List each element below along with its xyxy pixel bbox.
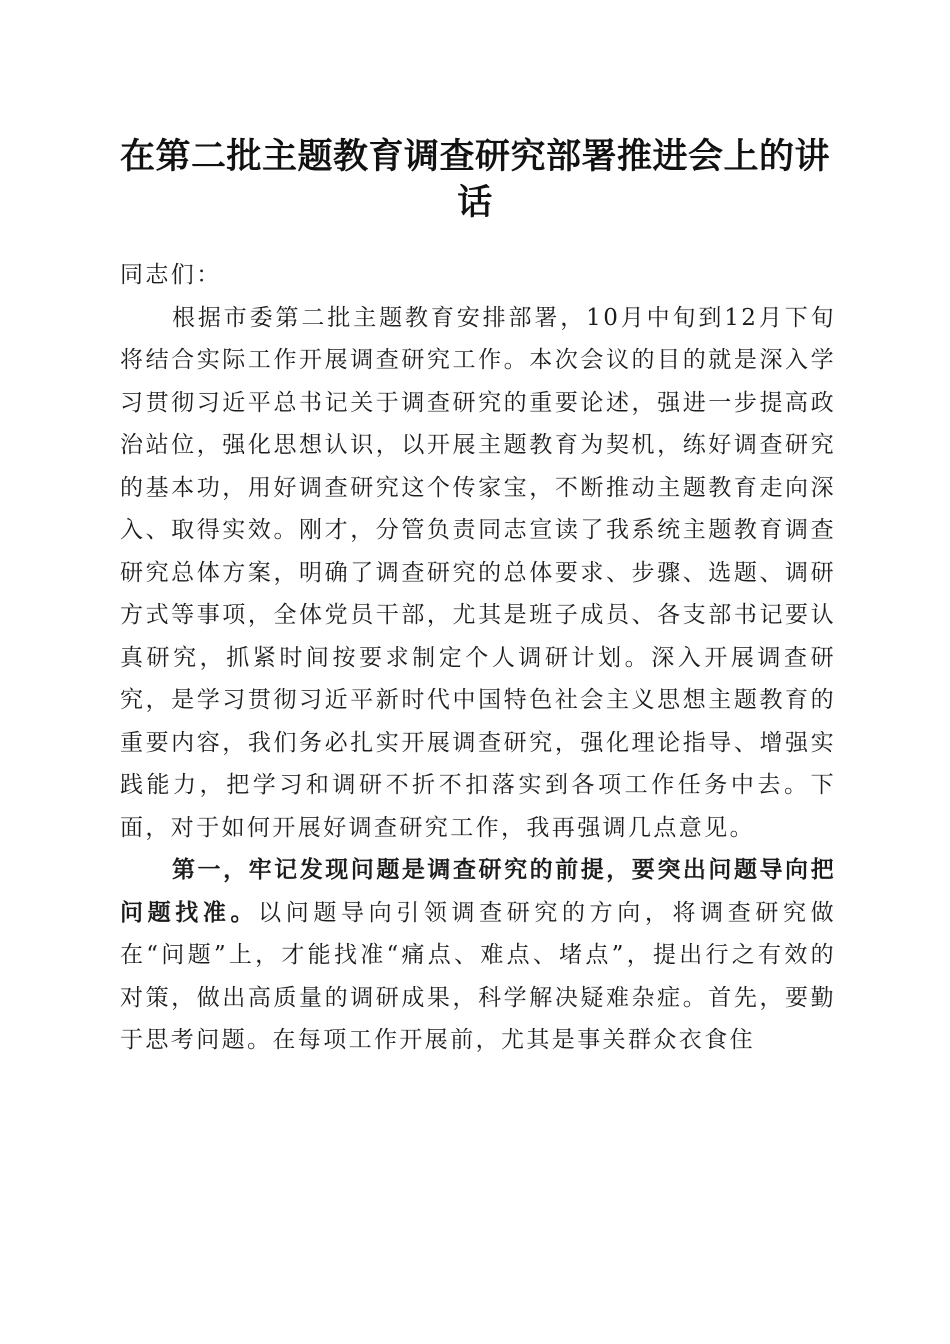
- paragraph-point-one-lead: 第一，牢记发现问题是调查研究的前提，要突出问题导向把问题找准。: [120, 856, 836, 926]
- paragraph-intro: 根据市委第二批主题教育安排部署，10月中旬到12月下旬将结合实际工作开展调查研究工作。本次会议的目的就是深入学习贯彻习近平总书记关于调查研究的重要论述，强进一步提高政治站位，强化思想认识，以开展主题教育为契机，练好调查研究的基本功，用好调查研究这个传家宝，不断推动主题教育走向深入、取得实效。刚才，分管负责同志宣读了我系统主题教育调查研究总体方案，明确了调查研究的总体要求、步骤、选题、调研方式等事项，全体党员干部，尤其是班子成员、各支部书记要认真研究，抓紧时间按要求制定个人调研计划。深入开展调查研究，是学习贯彻习近平新时代中国特色社会主义思想主题教育的重要内容，我们务必扎实开展调查研究，强化理论指导、增强实践能力，把学习和调研不折不扣落实到各项工作任务中去。下面，对于如何开展好调查研究工作，我再强调几点意见。: [120, 304, 836, 841]
- paragraph-point-one-body: 以问题导向引领调查研究的方向，将调查研究做在“问题”上，才能找准“痛点、难点、堵点”，提出行之有效的对策，做出高质量的调研成果，科学解决疑难杂症。首先，要勤于思考问题。在每项工作开展前，尤其是事关群众衣食住: [120, 899, 836, 1053]
- document-title: 在第二批主题教育调查研究部署推进会上的讲话: [119, 136, 830, 223]
- salutation: 同志们：: [120, 262, 222, 288]
- document-body: [120, 254, 836, 1062]
- paragraph-point-one: [120, 849, 836, 1062]
